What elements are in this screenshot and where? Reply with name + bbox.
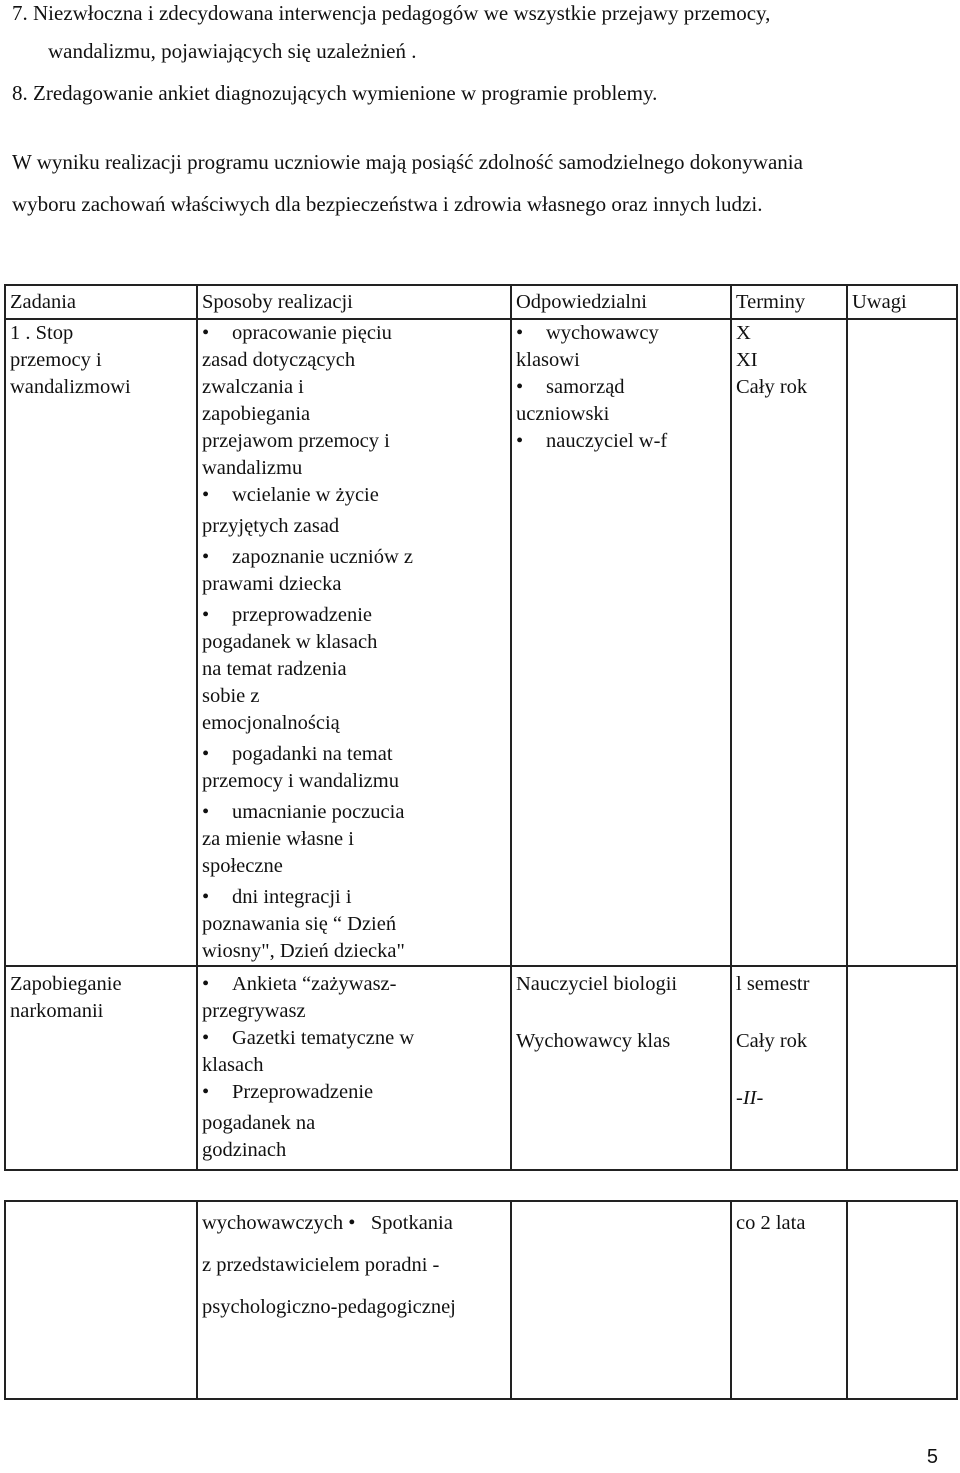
task-cell [5, 319, 197, 966]
method-line: pogadanek w klasach [202, 631, 378, 653]
method-line: zasad dotyczących [202, 349, 356, 371]
term: Cały rok [736, 1030, 808, 1052]
task-cell [5, 966, 197, 1170]
list-item-7-line2: wandalizmu, pojawiających się uzależnień . [48, 39, 417, 63]
method-line: sobie z [202, 685, 260, 707]
method-text: Spotkania [370, 1212, 453, 1234]
notes-cell [847, 319, 957, 966]
terms-cell [731, 966, 847, 1170]
method-line: zapobiegania [202, 403, 311, 425]
responsible-item: • samorząd [516, 374, 726, 401]
table-header-row [5, 285, 957, 319]
responsible-item: Nauczyciel biologii [516, 973, 678, 995]
method-line: wandalizmu [202, 457, 303, 479]
method-line: z przedstawicielem poradni - [202, 1254, 440, 1276]
method-item: • Gazetki tematyczne w [202, 1025, 506, 1052]
paragraph-line2: wyboru zachowań właściwych dla bezpieczeństwa i zdrowia własnego oraz innych ludzi. [12, 192, 763, 216]
methods-cell [197, 1201, 511, 1399]
methods-cell [197, 966, 511, 1170]
header-odpowiedzialni: Odpowiedzialni [511, 285, 731, 319]
method-line: wychowawczych • Spotkania [202, 1212, 453, 1234]
program-table-continued [4, 1200, 958, 1400]
method-line: poznawania się “ Dzień [202, 913, 397, 935]
method-line: psychologiczno-pedagogicznej [202, 1296, 456, 1318]
table-row [5, 1201, 957, 1399]
method-line: emocjonalnością [202, 712, 340, 734]
method-line: klasach [202, 1054, 264, 1076]
method-line: przemocy i wandalizmu [202, 770, 399, 792]
responsible-line: uczniowski [516, 403, 610, 425]
method-text: wychowawczych [202, 1212, 344, 1234]
method-item: • umacnianie poczucia [202, 799, 506, 826]
list-item-8: 8. Zredagowanie ankiet diagnozujących wymienione w programie problemy. [12, 81, 658, 105]
method-line: społeczne [202, 855, 283, 877]
table-row [5, 966, 957, 1170]
notes-cell [847, 966, 957, 1170]
method-item: • opracowanie pięciu [202, 320, 506, 347]
method-item: • zapoznanie uczniów z [202, 544, 506, 571]
header-terminy: Terminy [731, 285, 847, 319]
responsible-cell [511, 319, 731, 966]
term: X [736, 322, 751, 344]
responsible-line: klasowi [516, 349, 580, 371]
terms-cell: co 2 lata [731, 1201, 847, 1399]
task-line: 1 . Stop [10, 322, 74, 344]
term: -II- [736, 1087, 764, 1109]
program-table [4, 284, 958, 1171]
task-cell [5, 1201, 197, 1399]
method-line: przegrywasz [202, 1000, 306, 1022]
method-line: pogadanek na [202, 1112, 316, 1134]
task-line: narkomanii [10, 1000, 104, 1022]
responsible-item: • wychowawcy [516, 320, 726, 347]
method-item: • Ankieta “zażywasz- [202, 971, 506, 998]
task-line: przemocy i [10, 349, 102, 371]
header-uwagi: Uwagi [847, 285, 957, 319]
responsible-cell [511, 1201, 731, 1399]
notes-cell [847, 1201, 957, 1399]
method-item: • dni integracji i [202, 884, 506, 911]
responsible-cell [511, 966, 731, 1170]
method-line: godzinach [202, 1139, 287, 1161]
task-line: wandalizmowi [10, 376, 131, 398]
task-line: Zapobieganie [10, 973, 122, 995]
header-zadania: Zadania [5, 285, 197, 319]
method-item: • wcielanie w życie [202, 482, 506, 509]
term: l semestr [736, 973, 810, 995]
methods-cell [197, 319, 511, 966]
paragraph-line1: W wyniku realizacji programu uczniowie mają posiąść zdolność samodzielnego dokonywania [12, 150, 803, 174]
method-line: za mienie własne i [202, 828, 354, 850]
list-item-7-line1: 7. Niezwłoczna i zdecydowana interwencja pedagogów we wszystkie przejawy przemocy, [12, 1, 771, 25]
header-sposoby: Sposoby realizacji [197, 285, 511, 319]
method-line: przyjętych zasad [202, 515, 340, 537]
method-item: • przeprowadzenie [202, 602, 506, 629]
table-row [5, 319, 957, 966]
responsible-item: • nauczyciel w-f [516, 428, 726, 455]
method-line: przejawom przemocy i [202, 430, 390, 452]
page-number: 5 [926, 1446, 938, 1468]
method-line: na temat radzenia [202, 658, 347, 680]
method-line: wiosny", Dzień dziecka" [202, 940, 405, 962]
method-item: • Przeprowadzenie [202, 1079, 506, 1106]
responsible-item: Wychowawcy klas [516, 1030, 671, 1052]
method-line: prawami dziecka [202, 573, 342, 595]
method-item: • pogadanki na temat [202, 741, 506, 768]
term: XI [736, 349, 758, 371]
terms-cell [731, 319, 847, 966]
term: Cały rok [736, 376, 808, 398]
method-line: zwalczania i [202, 376, 304, 398]
